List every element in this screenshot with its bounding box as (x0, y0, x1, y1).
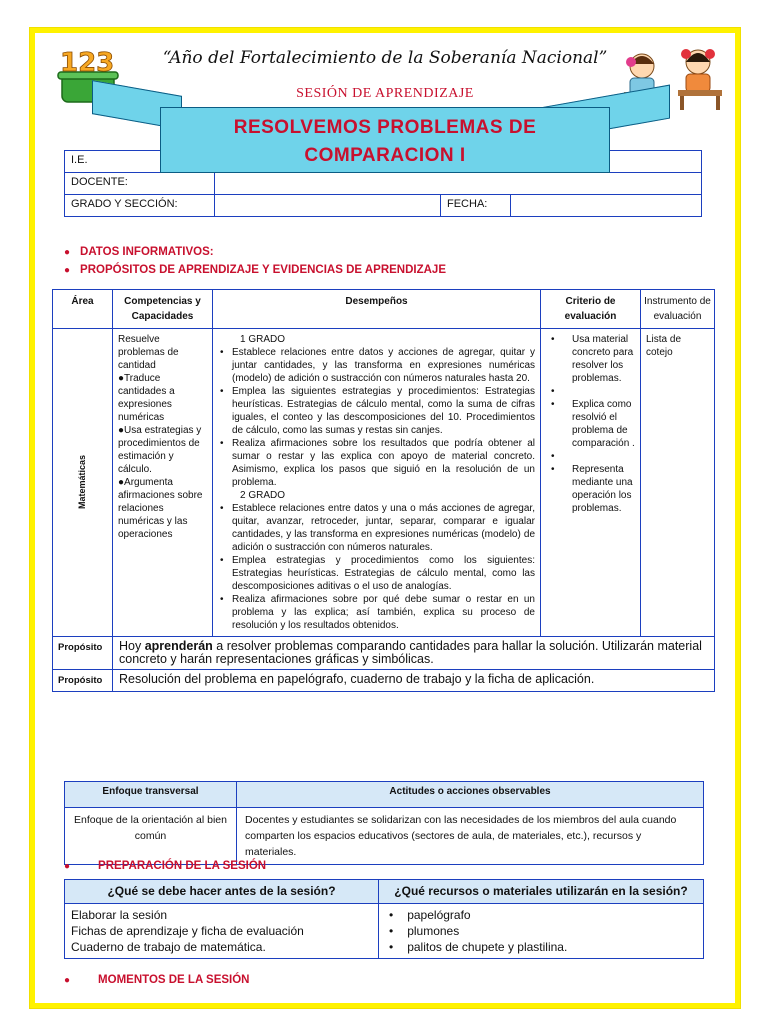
bullet-icon: ● (64, 247, 71, 258)
antes-item: Cuaderno de trabajo de matemática. (71, 940, 266, 954)
grade2-item: • Emplea estrategias y procedimientos como los siguientes: Estrategias heurísticas. Estrategias de cálculo mental, como las descomposiciones aditivas o el uso de analogías. (218, 554, 535, 593)
enfoque-row (65, 808, 704, 865)
recurso-item: • plumones (389, 923, 697, 939)
area-header: Área (53, 290, 113, 329)
fecha-value (511, 195, 702, 217)
competencia-item: ●Argumenta afirmaciones sobre relaciones numéricas y las operaciones (118, 477, 203, 540)
ie-label: I.E. (65, 151, 215, 173)
criterio-item: • Representa mediante una operación los problemas. (546, 463, 635, 515)
enfoque-header-row (65, 782, 704, 808)
grade1-item: • Emplea las siguientes estrategias y procedimientos: Estrategias heurísticas. Estrategias de cálculo mental, como la suma de cifras iguales, el conteo y las descomposiciones del 10. Procedimientos de cálculo, como las sumas y restas sin canjes. (218, 385, 535, 437)
proposito-prefix: Hoy (119, 639, 145, 653)
main-header-row (53, 290, 715, 329)
competencia-item: ●Traduce cantidades a expresiones numéricas (118, 373, 175, 423)
competencias-cell (113, 329, 213, 637)
antes-list (71, 907, 372, 955)
grade1-label: 1 GRADO (240, 334, 286, 345)
grado-label: GRADO Y SECCIÓN: (65, 195, 215, 217)
main-content-row (53, 329, 715, 637)
antes-item: Fichas de aprendizaje y ficha de evaluación (71, 924, 304, 938)
area-cell (53, 329, 113, 637)
bullet-icon: ● (64, 975, 71, 986)
preparation-table (64, 879, 704, 959)
grade1-item: • Realiza afirmaciones sobre los resultados que podría obtener al sumar o restar y las explica con apoyo de material concreto. Asimismo, explica los pasos que siguió en la resolución de un problema. (218, 437, 535, 489)
docente-value (215, 173, 702, 195)
grade1-item: • Establece relaciones entre datos y acciones de agregar, quitar y juntar cantidades, y las transforma en expresiones numéricas (modelo) de adición o sustracción con números naturales hasta 20. (218, 346, 535, 385)
preparacion-heading-text: PREPARACIÓN DE LA SESIÓN (98, 860, 267, 872)
criterio-list (546, 333, 635, 515)
recurso-item: • papelógrafo (389, 907, 697, 923)
national-motto: “Año del Fortalecimiento de la Soberanía Nacional” (162, 48, 608, 68)
svg-text:123: 123 (60, 48, 115, 78)
criterio-cell (541, 329, 641, 637)
preparacion-heading (64, 860, 266, 872)
learning-purpose-table (52, 289, 715, 692)
proposito-bold: aprenderán (144, 639, 213, 653)
grado-row (65, 195, 702, 217)
grade2-item: • Establece relaciones entre datos y una o más acciones de agregar, quitar, avanzar, retroceder, juntar, separar, comparar e igualar cantidades, y las transforma en expresiones numéricas (modelo) de adición o sustracción con números naturales. (218, 502, 535, 554)
title-line-1: RESOLVEMOS PROBLEMAS DE (233, 117, 537, 138)
momentos-heading-text: MOMENTOS DE LA SESIÓN (98, 974, 250, 986)
competencias-header: Competencias y Capacidades (113, 290, 213, 329)
criterio-item: • Explica como resolvió el problema de comparación . (546, 398, 635, 450)
criterio-item: • Usa material concreto para resolver los problemas. (546, 333, 635, 385)
datos-heading (64, 246, 214, 258)
proposito-rest: a resolver problemas comparando cantidades para hallar la solución. Utilizarán material concreto y harán representaciones gráficas y simbólicas. (119, 639, 702, 666)
docente-label: DOCENTE: (65, 173, 215, 195)
criterio-header: Criterio de evaluación (541, 290, 641, 329)
criterio-item (546, 450, 635, 463)
session-subtitle: SESIÓN DE APRENDIZAJE (296, 86, 474, 101)
proposito-row (53, 637, 715, 670)
criterio-item (546, 385, 635, 398)
competencias-list (118, 333, 207, 541)
propositos-heading-text: PROPÓSITOS DE APRENDIZAJE Y EVIDENCIAS DE APRENDIZAJE (80, 264, 446, 276)
recursos-list (385, 907, 697, 955)
grade2-list (218, 502, 535, 632)
recurso-item: • palitos de chupete y plastilina. (389, 939, 697, 955)
proposito-label: Propósito (53, 637, 113, 670)
grade2-item: • Realiza afirmaciones sobre por qué debe sumar o restar en un problema y las explica; así también, explica su proceso de resolución y los resultados obtenidos. (218, 593, 535, 632)
evidencia-label: Propósito (53, 670, 113, 692)
desempenos-cell (213, 329, 541, 637)
fecha-label: FECHA: (441, 195, 511, 217)
grade2-label: 2 GRADO (240, 490, 286, 501)
instrumento-header: Instrumento de evaluación (641, 290, 715, 329)
area-value: Matemáticas (77, 455, 87, 510)
datos-heading-text: DATOS INFORMATIVOS: (80, 246, 214, 258)
momentos-heading (64, 974, 249, 986)
desempenos-header: Desempeños (213, 290, 541, 329)
antes-item: Elaborar la sesión (71, 908, 168, 922)
title-line-2: COMPARACION I (304, 145, 466, 166)
instrumento-cell: Lista de cotejo (641, 329, 715, 637)
prep-header-row (65, 880, 704, 904)
antes-cell (65, 904, 379, 959)
proposito-text (113, 637, 715, 670)
bullet-icon: ● (64, 861, 71, 872)
prep-row (65, 904, 704, 959)
bullet-icon: ● (64, 265, 71, 276)
evidencia-row (53, 670, 715, 692)
antes-header: ¿Qué se debe hacer antes de la sesión? (65, 880, 379, 904)
actitudes-header: Actitudes o acciones observables (237, 782, 704, 808)
title-banner (160, 107, 610, 173)
grade1-list (218, 346, 535, 489)
docente-row (65, 173, 702, 195)
competencia-item: Resuelve problemas de cantidad (118, 334, 179, 371)
enfoque-header: Enfoque transversal (65, 782, 237, 808)
grado-value (215, 195, 441, 217)
enfoque-value: Enfoque de la orientación al bien común (65, 808, 237, 865)
competencia-item: ●Usa estrategias y procedimientos de estimación y cálculo. (118, 425, 202, 475)
evidencia-text: Resolución del problema en papelógrafo, cuaderno de trabajo y la ficha de aplicación. (113, 670, 715, 692)
actitudes-value: Docentes y estudiantes se solidarizan con las necesidades de los miembros del aula cuando comparten los espacios educativos (sectores de aula, de materiales, etc.), recursos y materiales. (237, 808, 704, 865)
enfoque-table (64, 781, 704, 865)
recursos-header: ¿Qué recursos o materiales utilizarán en la sesión? (379, 880, 704, 904)
recursos-cell (379, 904, 704, 959)
propositos-heading (64, 264, 446, 276)
